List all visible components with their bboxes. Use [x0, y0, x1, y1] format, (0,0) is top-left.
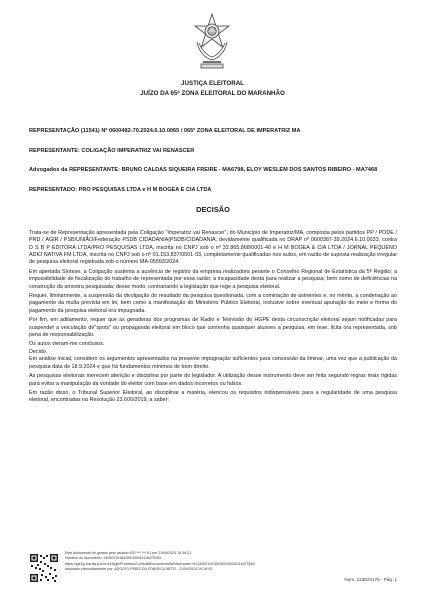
paragraph: Em razão disso, o Tribunal Superior Eleitoral, ao disciplinar a matéria, elencou os requisitos indispensáveis para a regularidade de uma pesquisa eleitoral, encontradas na Resolução 23.600/2019, a saber: [29, 389, 397, 404]
brazil-coat-of-arms-icon [193, 12, 231, 70]
document-body [29, 128, 397, 407]
paragraph: As pesquisas eleitorais merecem atenção e disciplina por parte do legislador. A utilização desse instrumento deve ser feita segundo regras mais rígidas para evitar a manipulação da vontade do eleitor com base em dados incorretos ou falsos. [29, 373, 397, 387]
decision-title: DECISÃO [196, 205, 230, 215]
short-line: Os autos vieram-me conclusos. [29, 341, 105, 348]
page-number: Num. 123524176 - Pág. 1 [344, 577, 397, 582]
footer-text [65, 551, 305, 573]
footer-generated-line: Este documento foi gerado pelo usuário 620.***.***-91 em 21/09/2024 19:36:21 [65, 551, 192, 555]
header-line-2: JUÍZO DA 65ª ZONA ELEITORAL DO MARANHÃO [140, 90, 285, 97]
paragraph: Em análise inicial, considero os argumentos apresentados na presente impugnação suficientes para concessão da liminar, uma vez que a publicação da pesquisa data de 18.9.2024 e que há fundamentos mínimos de bom direito. [29, 356, 397, 370]
paragraph: Por fim, em aditamento, requer que as geradoras dos programas de Radio e Televisão do HGPE desta circunscrição eleitoral sejam notificadas para suspender a veiculação de"spots" ou propaganda eleitoral em bloco que contenha quaisquer alusoes a pesquisa, em tese, ilcita ora representada, sob pena de responsabilização. [29, 317, 397, 339]
representante-field: REPRESENTANTE: COLIGAÇÃO IMPERATRIZ VAI RENASCER [29, 147, 195, 154]
paragraph: Em apertada Síntese, a Coligação sustenta a ausência de registro da empresa realizadora perante o Conselho Regional de Estatística da 5ª Região; a impossibilidade de fiscalização do trabalho de representada por essa razão; a incapacidade desta para realizar a pesquisa; bem como de deficiências na construção da amostra pesquisada; desse modo, contrariando a legislação que rege a pesquisa eleitoral. [29, 268, 397, 290]
header-line-1: JUSTIÇA ELEITORAL [181, 80, 244, 87]
document-header [0, 79, 425, 99]
representacao-field: REPRESENTAÇÃO (11541) Nº 0600482-70.2024.6.10.0065 / 065ª ZONA ELEITORAL DE IMPERATRIZ MA [29, 128, 301, 134]
representado-field: REPRESENTADO: PRO PESQUISAS LTDA e H M BOGEA E CIA LTDA [29, 186, 212, 193]
footer-url-link[interactable]: https://pje1g-ma.tse.jus.br:443/pje/Processo/ConsultaDocumento/listView.seam?x=24092119184269100000116370263 [65, 561, 255, 566]
document-footer [29, 551, 397, 591]
footer-document-number: Número do documento: 24092119184269100000116370263 [65, 556, 161, 561]
footer-signature-line: Assinado eletronicamente por: ADOLFO PIRES DA FONSECA NETO - 21/09/2024 19:18:43 [65, 567, 212, 572]
paragraph: Trata-se de Representação apresentada pela Coligação "Imperatriz vai Renascer", do Município de Imperatriz/MA, composta pelos partidos PP / PODE / PRD / AGIR / PSB/UNIÃO/Federação PSDB CIDADANIA(PSDB/CIDADANIA, devidamente qualificada no DRAP nº 0600387-39.2024.6.10.0033, contra D S B P EDITORA LTDA/PRO PESQUISAS LTDA, inscrita no CNPJ sob o nº 32.865.868/0001-40 e H M BOGEA & CIA LTDA / JORNAL PEQUENO ADIO NATIVA FM LTDA, inscrita no CNPJ sob o nº 01.153.837/0001-33, completamente qualificadas nos autos, em razão de suposta realização irregular de pesquisa eleitoral registrada sob o número MA-05093/2024. [29, 229, 397, 266]
short-line: Decido. [29, 348, 48, 355]
paragraph: Requer, liminarmente, a suspensão da divulgação do resultado da pesquisa questionada, com a cominação de astreintes e, no mérito, a condenação ao pagamento da multa prevista em lei, bem como a manifestação do Ministério Público Eleitoral, inclusive sobre eventual apuração do meio e forma do pagamento da pesquisa eleitoral ora impugnada. [29, 293, 397, 314]
qr-code-icon [29, 553, 59, 583]
advogados-field: Advogados da REPRESENTANTE: BRUNO CALDAS SIQUEIRA FREIRE - MA6798, ELOY WESLEM DOS SANTOS RIBEIRO - MA7468 [29, 167, 378, 174]
